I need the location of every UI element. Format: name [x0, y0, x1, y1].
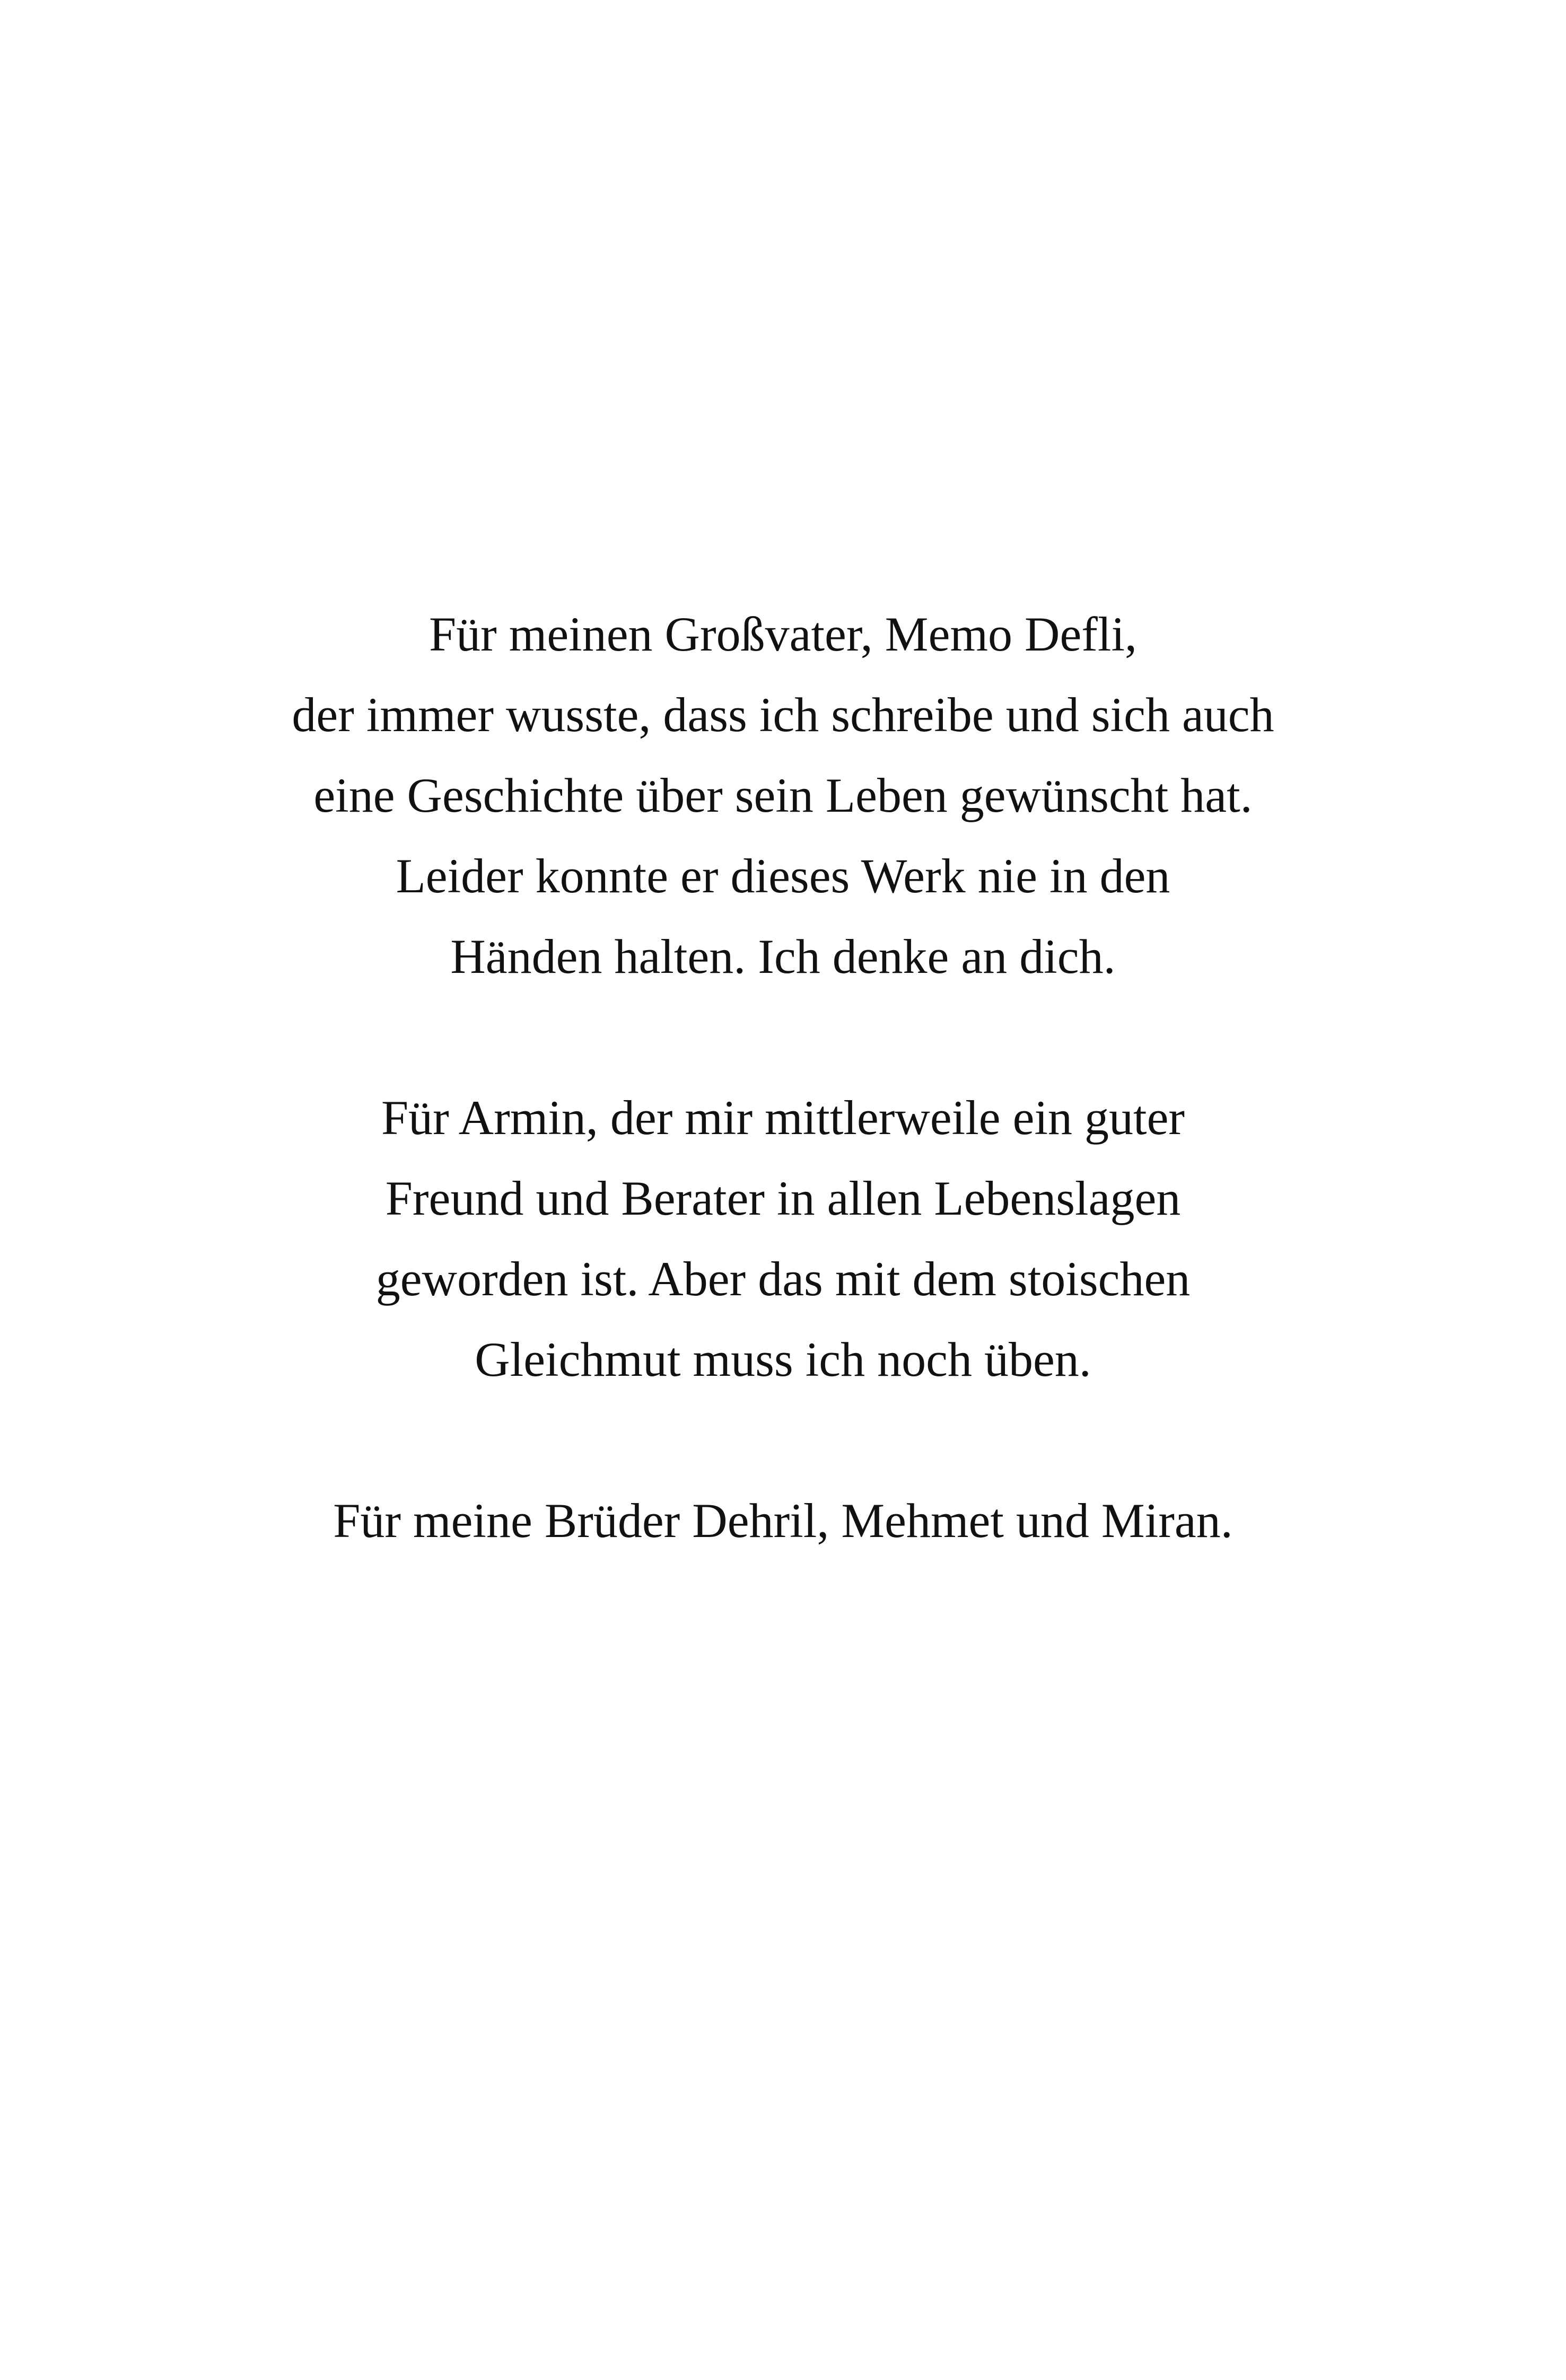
dedication-line: der immer wusste, dass ich schreibe und sich auch	[292, 688, 1274, 742]
dedication-line: Für meine Brüder Dehril, Mehmet und Miran.	[333, 1494, 1233, 1548]
dedication-line: Für Armin, der mir mittlerweile ein guter	[381, 1091, 1185, 1145]
dedication-line: geworden ist. Aber das mit dem stoischen	[375, 1252, 1191, 1306]
dedication-line: Freund und Berater in allen Lebenslagen	[385, 1171, 1181, 1225]
dedication-stanza-armin	[0, 1077, 1566, 1400]
dedication-line: Händen halten. Ich denke an dich.	[450, 929, 1116, 983]
dedication-line: Für meinen Großvater, Memo Defli,	[428, 607, 1138, 661]
dedication-line: Leider konnte er dieses Werk nie in den	[396, 849, 1170, 903]
dedication-stanza-grandfather	[0, 594, 1566, 997]
dedication-stanza-brothers	[0, 1480, 1566, 1561]
dedication-line: Gleichmut muss ich noch üben.	[475, 1332, 1091, 1386]
dedication-line: eine Geschichte über sein Leben gewünscht hat.	[313, 768, 1253, 822]
dedication-text	[0, 594, 1566, 1641]
